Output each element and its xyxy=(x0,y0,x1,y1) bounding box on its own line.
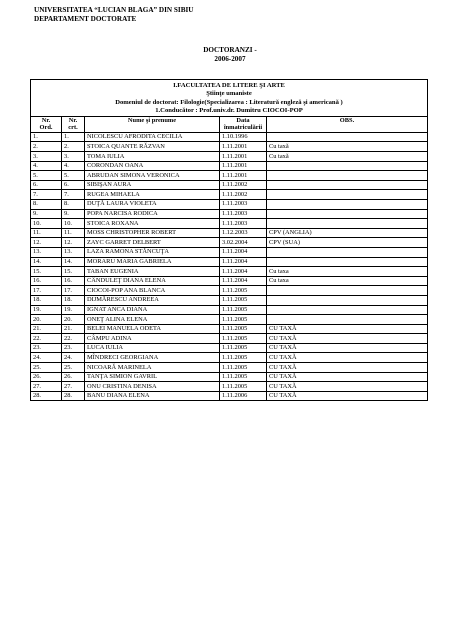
table-row xyxy=(31,238,428,248)
cell-obs xyxy=(267,132,428,142)
cell-obs xyxy=(267,190,428,200)
cell-obs xyxy=(267,180,428,190)
table-row xyxy=(31,353,428,363)
cell-date: 1.11.2006 xyxy=(220,391,267,401)
cell-obs xyxy=(267,315,428,325)
cell-nr-crt: 1. xyxy=(62,132,85,142)
cell-date: 1.11.2001 xyxy=(220,152,267,162)
col-date-line1: Data xyxy=(236,116,250,124)
cell-nr-ord: 24. xyxy=(31,353,62,363)
cell-obs xyxy=(267,219,428,229)
col-nr-crt-line2: crt. xyxy=(68,124,78,132)
cell-nr-crt: 20. xyxy=(62,315,85,325)
cell-obs: Cu taxă xyxy=(267,142,428,152)
cell-name: CÂNDULEŢ DIANA ELENA xyxy=(85,276,220,286)
cell-nr-crt: 19. xyxy=(62,305,85,315)
cell-obs: CU TAXĂ xyxy=(267,343,428,353)
cell-name: MORARU MARIA GABRIELA xyxy=(85,257,220,267)
cell-nr-ord: 27. xyxy=(31,382,62,392)
table-row xyxy=(31,315,428,325)
cell-date: 1.11.2005 xyxy=(220,286,267,296)
cell-name: DUŢĂ LAURA VIOLETA xyxy=(85,199,220,209)
cell-nr-ord: 3. xyxy=(31,152,62,162)
cell-nr-crt: 7. xyxy=(62,190,85,200)
col-name: Nume şi prenume xyxy=(85,116,220,132)
cell-name: TOMA IULIA xyxy=(85,152,220,162)
cell-name: MOSS CHRISTOPHER ROBERT xyxy=(85,228,220,238)
col-date xyxy=(220,116,267,132)
table-row xyxy=(31,161,428,171)
cell-date: 1.10.1996 xyxy=(220,132,267,142)
table-row xyxy=(31,372,428,382)
cell-nr-crt: 12. xyxy=(62,238,85,248)
document-title xyxy=(175,46,285,64)
cell-obs: Cu taxa xyxy=(267,276,428,286)
cell-name: LAZA RAMONA STĂNCUŢA xyxy=(85,247,220,257)
cell-name: TANŢA SIMION GAVRIL xyxy=(85,372,220,382)
cell-obs: CU TAXĂ xyxy=(267,363,428,373)
cell-nr-ord: 7. xyxy=(31,190,62,200)
cell-nr-ord: 8. xyxy=(31,199,62,209)
cell-name: CIOCOI-POP ANA BLANCA xyxy=(85,286,220,296)
science-field: Ştiinţe umaniste xyxy=(206,90,252,98)
cell-name: CORONDAN OANA xyxy=(85,161,220,171)
cell-name: IGNAT ANCA DIANA xyxy=(85,305,220,315)
cell-date: 1.11.2005 xyxy=(220,334,267,344)
cell-name: CÂMPU ADINA xyxy=(85,334,220,344)
table-row xyxy=(31,199,428,209)
cell-nr-crt: 8. xyxy=(62,199,85,209)
section-header-cell xyxy=(31,80,428,117)
cell-date: 1.11.2001 xyxy=(220,171,267,181)
students-table xyxy=(30,79,428,401)
cell-nr-crt: 17. xyxy=(62,286,85,296)
cell-nr-crt: 2. xyxy=(62,142,85,152)
col-nr-crt xyxy=(62,116,85,132)
cell-nr-ord: 9. xyxy=(31,209,62,219)
cell-date: 1.11.2002 xyxy=(220,190,267,200)
cell-date: 1.11.2005 xyxy=(220,353,267,363)
table-row xyxy=(31,295,428,305)
cell-nr-crt: 28. xyxy=(62,391,85,401)
cell-nr-ord: 19. xyxy=(31,305,62,315)
cell-nr-ord: 2. xyxy=(31,142,62,152)
table-row xyxy=(31,190,428,200)
university-name: UNIVERSITATEA “LUCIAN BLAGA” DIN SIBIU xyxy=(34,6,194,14)
cell-date: 1.11.2005 xyxy=(220,372,267,382)
table-section-header xyxy=(31,80,428,117)
cell-date: 1.11.2005 xyxy=(220,324,267,334)
cell-date: 1.11.2004 xyxy=(220,267,267,277)
cell-name: NICOARĂ MARINELA xyxy=(85,363,220,373)
cell-obs: CU TAXĂ xyxy=(267,353,428,363)
cell-obs xyxy=(267,209,428,219)
cell-name: ONEŢ ALINA ELENA xyxy=(85,315,220,325)
table-row xyxy=(31,142,428,152)
cell-nr-crt: 13. xyxy=(62,247,85,257)
cell-nr-crt: 16. xyxy=(62,276,85,286)
cell-date: 1.11.2004 xyxy=(220,257,267,267)
col-nr-ord-line2: Ord. xyxy=(39,124,53,132)
cell-date: 1.11.2002 xyxy=(220,180,267,190)
cell-obs xyxy=(267,257,428,267)
cell-name: TABAN EUGENIA xyxy=(85,267,220,277)
cell-nr-crt: 9. xyxy=(62,209,85,219)
cell-name: BANU DIANA ELENA xyxy=(85,391,220,401)
table-row xyxy=(31,247,428,257)
col-date-line2: înmatriculării xyxy=(223,124,263,132)
cell-nr-ord: 21. xyxy=(31,324,62,334)
cell-obs xyxy=(267,199,428,209)
cell-name: STOICA QUANTE RĂZVAN xyxy=(85,142,220,152)
cell-obs: CU TAXĂ xyxy=(267,372,428,382)
cell-obs: CPV (ANGLIA) xyxy=(267,228,428,238)
cell-date: 1.11.2003 xyxy=(220,209,267,219)
cell-nr-ord: 28. xyxy=(31,391,62,401)
cell-nr-crt: 27. xyxy=(62,382,85,392)
col-obs: OBS. xyxy=(267,116,428,132)
cell-nr-crt: 15. xyxy=(62,267,85,277)
table-row xyxy=(31,305,428,315)
cell-name: RUGEA MIHAELA xyxy=(85,190,220,200)
cell-obs: CPV (SUA) xyxy=(267,238,428,248)
cell-obs: CU TAXĂ xyxy=(267,334,428,344)
table-row xyxy=(31,363,428,373)
column-header-row xyxy=(31,116,428,132)
col-nr-crt-line1: Nr. xyxy=(68,116,78,124)
cell-nr-ord: 15. xyxy=(31,267,62,277)
advisor-name: 1.Conducător : Prof.univ.dr. Dumitru CIOCOI-POP xyxy=(155,107,303,115)
cell-nr-ord: 6. xyxy=(31,180,62,190)
cell-nr-ord: 13. xyxy=(31,247,62,257)
table-row xyxy=(31,171,428,181)
cell-obs: CU TAXĂ xyxy=(267,391,428,401)
cell-obs: CU TAXĂ xyxy=(267,382,428,392)
cell-date: 1.11.2005 xyxy=(220,363,267,373)
cell-nr-crt: 24. xyxy=(62,353,85,363)
cell-nr-crt: 26. xyxy=(62,372,85,382)
table-row xyxy=(31,152,428,162)
academic-years: 2006-2007 xyxy=(214,55,246,63)
table-row xyxy=(31,382,428,392)
cell-obs: Cu taxă xyxy=(267,152,428,162)
cell-date: 1.11.2004 xyxy=(220,276,267,286)
cell-nr-crt: 4. xyxy=(62,161,85,171)
department-name: DEPARTAMENT DOCTORATE xyxy=(34,15,137,23)
cell-date: 1.11.2005 xyxy=(220,343,267,353)
cell-nr-crt: 25. xyxy=(62,363,85,373)
cell-date: 1.11.2003 xyxy=(220,219,267,229)
table-row xyxy=(31,276,428,286)
cell-nr-ord: 26. xyxy=(31,372,62,382)
table-row xyxy=(31,324,428,334)
title-line: DOCTORANZI - xyxy=(203,46,257,54)
cell-name: ABRUDAN SIMONA VERONICA xyxy=(85,171,220,181)
cell-nr-ord: 18. xyxy=(31,295,62,305)
cell-nr-ord: 1. xyxy=(31,132,62,142)
cell-date: 1.12.2003 xyxy=(220,228,267,238)
cell-nr-ord: 11. xyxy=(31,228,62,238)
table-row xyxy=(31,334,428,344)
cell-name: BELEI MANUELA ODETA xyxy=(85,324,220,334)
cell-date: 1.11.2005 xyxy=(220,382,267,392)
cell-nr-ord: 16. xyxy=(31,276,62,286)
table-row xyxy=(31,132,428,142)
table-row xyxy=(31,343,428,353)
cell-name: DIJMĂRESCU ANDREEA xyxy=(85,295,220,305)
table-row xyxy=(31,228,428,238)
table-row xyxy=(31,286,428,296)
cell-nr-ord: 23. xyxy=(31,343,62,353)
cell-nr-ord: 12. xyxy=(31,238,62,248)
cell-nr-crt: 3. xyxy=(62,152,85,162)
cell-obs xyxy=(267,295,428,305)
cell-nr-ord: 4. xyxy=(31,161,62,171)
doctoral-domain: Domeniul de doctorat: Filologie(Specializarea : Literatură engleză şi americană ) xyxy=(115,98,343,106)
cell-name: ZAYC GARRET DELBERT xyxy=(85,238,220,248)
col-nr-ord-line1: Nr. xyxy=(41,116,51,124)
table-row xyxy=(31,180,428,190)
cell-nr-crt: 18. xyxy=(62,295,85,305)
cell-obs: CU TAXĂ xyxy=(267,324,428,334)
cell-date: 1.11.2001 xyxy=(220,142,267,152)
cell-name: STOICA ROXANA xyxy=(85,219,220,229)
cell-name: SIBIŞAN AURA xyxy=(85,180,220,190)
cell-date: 1.11.2005 xyxy=(220,295,267,305)
cell-date: 1.11.2003 xyxy=(220,199,267,209)
cell-name: LUCA IULIA xyxy=(85,343,220,353)
cell-nr-crt: 22. xyxy=(62,334,85,344)
cell-name: MÎNDRECI GEORGIANA xyxy=(85,353,220,363)
cell-nr-ord: 14. xyxy=(31,257,62,267)
table-row xyxy=(31,219,428,229)
cell-nr-ord: 25. xyxy=(31,363,62,373)
faculty-name: I.FACULTATEA DE LITERE ŞI ARTE xyxy=(173,82,285,89)
cell-nr-ord: 22. xyxy=(31,334,62,344)
cell-date: 1.11.2001 xyxy=(220,161,267,171)
cell-obs xyxy=(267,161,428,171)
cell-nr-crt: 14. xyxy=(62,257,85,267)
cell-nr-ord: 17. xyxy=(31,286,62,296)
cell-date: 1.11.2004 xyxy=(220,247,267,257)
cell-name: ONU CRISTINA DENISA xyxy=(85,382,220,392)
cell-nr-crt: 11. xyxy=(62,228,85,238)
cell-obs: Cu taxa xyxy=(267,267,428,277)
cell-date: 1.11.2005 xyxy=(220,305,267,315)
cell-obs xyxy=(267,171,428,181)
cell-nr-crt: 5. xyxy=(62,171,85,181)
table-row xyxy=(31,391,428,401)
cell-date: 1.11.2005 xyxy=(220,315,267,325)
cell-obs xyxy=(267,247,428,257)
cell-obs xyxy=(267,286,428,296)
cell-nr-crt: 6. xyxy=(62,180,85,190)
cell-name: POPA NARCISA RODICA xyxy=(85,209,220,219)
cell-nr-crt: 10. xyxy=(62,219,85,229)
cell-obs xyxy=(267,305,428,315)
table-row xyxy=(31,267,428,277)
cell-nr-ord: 20. xyxy=(31,315,62,325)
cell-nr-ord: 5. xyxy=(31,171,62,181)
col-nr-ord xyxy=(31,116,62,132)
table-row xyxy=(31,209,428,219)
cell-nr-crt: 21. xyxy=(62,324,85,334)
cell-date: 3.02.2004 xyxy=(220,238,267,248)
cell-nr-crt: 23. xyxy=(62,343,85,353)
cell-name: NICOLESCU AFRODITA CECILIA xyxy=(85,132,220,142)
cell-nr-ord: 10. xyxy=(31,219,62,229)
table-row xyxy=(31,257,428,267)
